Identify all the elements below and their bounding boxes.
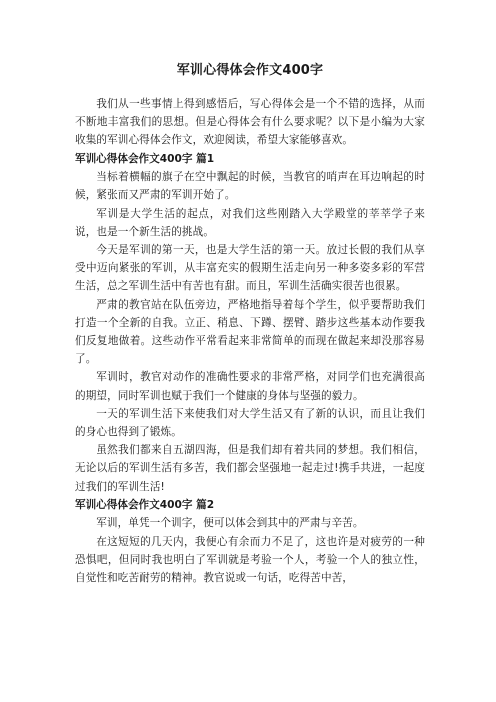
body-paragraph: 一天的军训生活下来使我们对大学生活又有了新的认识，而且让我们的身心也得到了锻炼。 (75, 407, 425, 439)
body-paragraph: 严肃的教官站在队伍旁边，严格地指导着每个学生，似乎要帮助我们打造一个全新的自我。立正、稍息、下蹲、摆臂、踏步这些基本动作要我们反复地做着。这些动作平常看起来非常简单的而现在做起来却没那容易了。 (75, 298, 425, 366)
intro-paragraph: 我们从一些事情上得到感悟后，写心得体会是一个不错的选择，从而不断地丰富我们的思想。但是心得体会有什么要求呢？以下是小编为大家收集的军训心得体会作文，欢迎阅读，希望大家能够喜欢。 (75, 98, 425, 147)
body-paragraph: 当标着横幅的旗子在空中飘起的时候，当教官的哨声在耳边响起的时候，紧张而又严肃的军训开始了。 (75, 171, 425, 202)
body-paragraph: 在这短短的几天内，我便心有余而力不足了，这也许是对疲劳的一种恐惧吧，但同时我也明白了军训就是考验一个人，考验一个人的独立性，自觉性和吃苦耐劳的精神。教官说或一句话，吃得苦中苦， (75, 535, 425, 585)
document-title: 军训心得体会作文400字 (176, 63, 324, 78)
body-paragraph: 军训是大学生活的起点，对我们这些刚踏入大学殿堂的莘莘学子来说，也是一个新生活的挑战。 (75, 207, 425, 238)
section-heading: 军训心得体会作文400字 篇2 (75, 498, 215, 511)
section-heading: 军训心得体会作文400字 篇1 (75, 152, 215, 165)
section-1 (75, 150, 425, 496)
body-paragraph: 虽然我们都来自五湖四海，但是我们却有着共同的梦想。我们相信，无论以后的军训生活有多苦，我们都会坚强地一起走过!携手共进，一起度过我们的军训生活! (75, 444, 425, 493)
body-paragraph: 军训，单凭一个训字，便可以体会到其中的严肃与辛苦。 (96, 517, 364, 530)
body-paragraph: 今天是军训的第一天，也是大学生活的第一天。放过长假的我们从享受中迈向紧张的军训，从丰富充实的假期生活走向另一种多姿多彩的军营生活，总之军训生活中有苦也有甜。而且，军训生活确实很苦也很累。 (75, 244, 425, 293)
body-paragraph: 军训时，教官对动作的准确性要求的非常严格，对同学们也充满很高的期望，同时军训也赋于我们一个健康的身体与坚强的毅力。 (75, 371, 425, 402)
section-2 (75, 496, 425, 587)
document-page (75, 0, 425, 587)
